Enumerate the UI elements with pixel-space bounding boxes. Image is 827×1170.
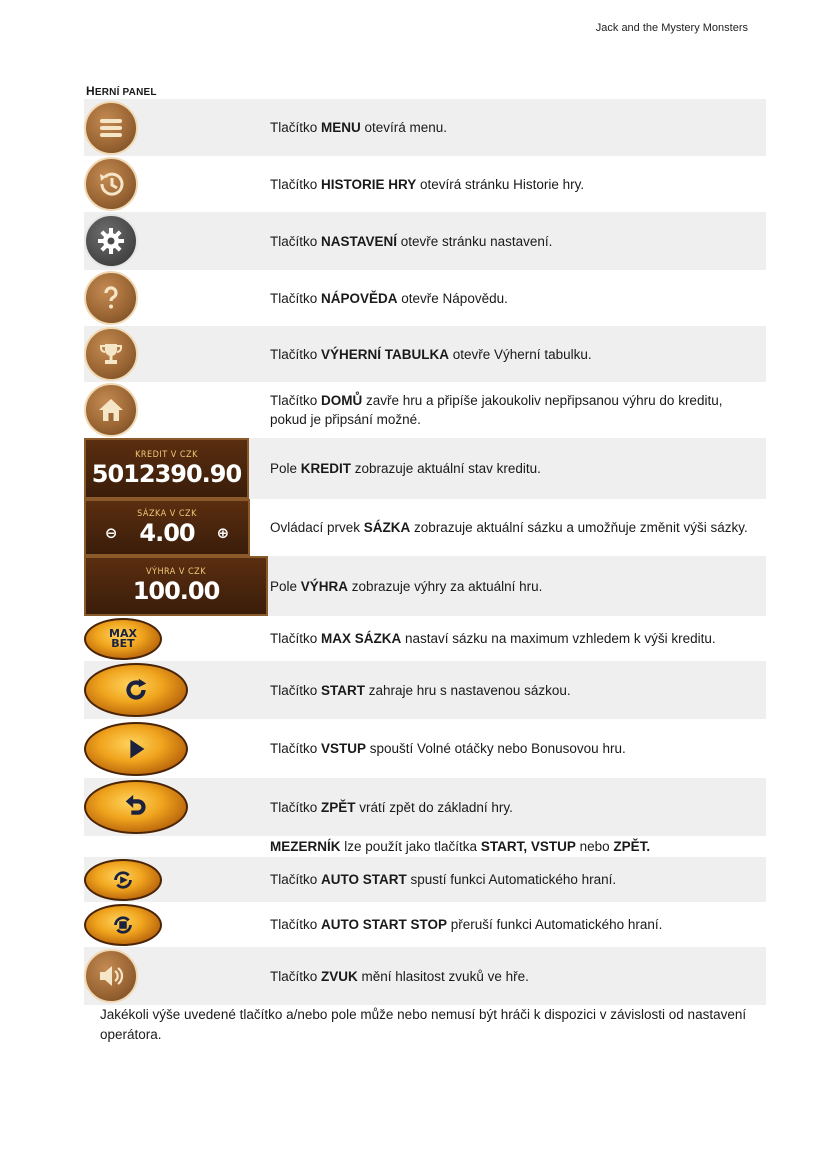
win-label: VÝHRA V CZK: [145, 567, 207, 577]
win-panel: [84, 556, 268, 616]
menu-icon: [84, 101, 138, 155]
row-description: Ovládací prvek SÁZKA zobrazuje aktuální sázku a umožňuje změnit výši sázky.: [270, 520, 748, 535]
table-row-home: [84, 382, 766, 438]
table-row-win: [84, 556, 766, 616]
table-row-back: [84, 778, 766, 836]
row-description: Tlačítko MENU otevírá menu.: [270, 120, 448, 135]
trophy-icon: [84, 327, 138, 381]
question-icon: [84, 271, 138, 325]
table-row-bet: [84, 499, 766, 556]
bet-panel: [84, 499, 250, 556]
max-bet-icon: [84, 618, 162, 660]
document-header: Jack and the Mystery Monsters: [595, 22, 748, 34]
bet-plus-icon[interactable]: ⊕: [216, 524, 230, 542]
table-row-settings: [84, 212, 766, 270]
home-icon: [84, 383, 138, 437]
row-description: Tlačítko AUTO START spustí funkci Automatického hraní.: [270, 872, 617, 887]
table-row-autostart: [84, 857, 766, 902]
autostart-stop-icon: [84, 904, 162, 946]
table-row-paytable: [84, 326, 766, 382]
row-description: Pole KREDIT zobrazuje aktuální stav kreditu.: [270, 461, 541, 476]
sound-icon: [84, 949, 138, 1003]
row-description: Tlačítko AUTO START STOP přeruší funkci Automatického hraní.: [270, 917, 663, 932]
table-row-enter: [84, 719, 766, 778]
table-row-help: [84, 270, 766, 326]
table-row-menu: [84, 99, 766, 156]
table-row-sound: [84, 947, 766, 1005]
row-description: Pole VÝHRA zobrazuje výhry za aktuální hru.: [270, 578, 543, 594]
row-description: Tlačítko VSTUP spouští Volné otáčky nebo Bonusovou hru.: [270, 741, 626, 756]
row-description: Tlačítko ZPĚT vrátí zpět do základní hry.: [270, 799, 513, 815]
start-icon: [84, 663, 188, 717]
row-description: Tlačítko ZVUK mění hlasitost zvuků ve hře.: [270, 968, 529, 984]
credit-value: 5012390.90: [91, 459, 242, 488]
table-row-autostart-stop: [84, 902, 766, 947]
history-icon: [84, 157, 138, 211]
credit-label: KREDIT V CZK: [135, 449, 198, 460]
table-row-credit: [84, 438, 766, 499]
play-icon: [84, 722, 188, 776]
back-icon: [84, 780, 188, 834]
table-row-history: [84, 156, 766, 212]
autostart-icon: [84, 859, 162, 901]
row-description: Tlačítko START zahraje hru s nastavenou sázkou.: [270, 682, 571, 698]
control-panel-table: [84, 99, 766, 1005]
gear-icon: [84, 214, 138, 268]
row-description: Tlačítko NÁPOVĚDA otevře Nápovědu.: [270, 290, 508, 306]
table-row-start: [84, 661, 766, 719]
bet-value: 4.00: [139, 518, 195, 547]
bet-minus-icon[interactable]: ⊖: [104, 524, 118, 542]
spacebar-note: MEZERNÍK lze použít jako tlačítka START, VSTUP nebo ZPĚT.: [270, 839, 651, 854]
spacebar-note-row: [84, 836, 766, 857]
section-title-rest: ERNÍ PANEL: [94, 87, 157, 98]
max-bet-line1: MAX: [109, 626, 137, 640]
credit-panel: [84, 438, 249, 499]
row-description: Tlačítko DOMŮ zavře hru a připíše jakoukoliv nepřipsanou výhru do kreditu, pokud je připsání možné.: [270, 393, 723, 427]
footer-note: Jakékoli výše uvedené tlačítko a/nebo pole může nebo nemusí být hráči k dispozici v závislosti od nastavení operátora.: [100, 1007, 747, 1042]
section-title-initial: H: [86, 84, 95, 98]
bet-label: SÁZKA V CZK: [137, 508, 197, 519]
win-value: 100.00: [132, 577, 220, 605]
row-description: Tlačítko NASTAVENÍ otevře stránku nastavení.: [270, 233, 553, 249]
row-description: Tlačítko MAX SÁZKA nastaví sázku na maximum vzhledem k výši kreditu.: [270, 631, 716, 646]
max-bet-line2: BET: [111, 636, 135, 650]
section-title: [86, 84, 157, 98]
row-description: Tlačítko HISTORIE HRY otevírá stránku Historie hry.: [270, 176, 585, 192]
row-description: Tlačítko VÝHERNÍ TABULKA otevře Výherní tabulku.: [270, 346, 592, 362]
table-row-max-bet: [84, 616, 766, 661]
